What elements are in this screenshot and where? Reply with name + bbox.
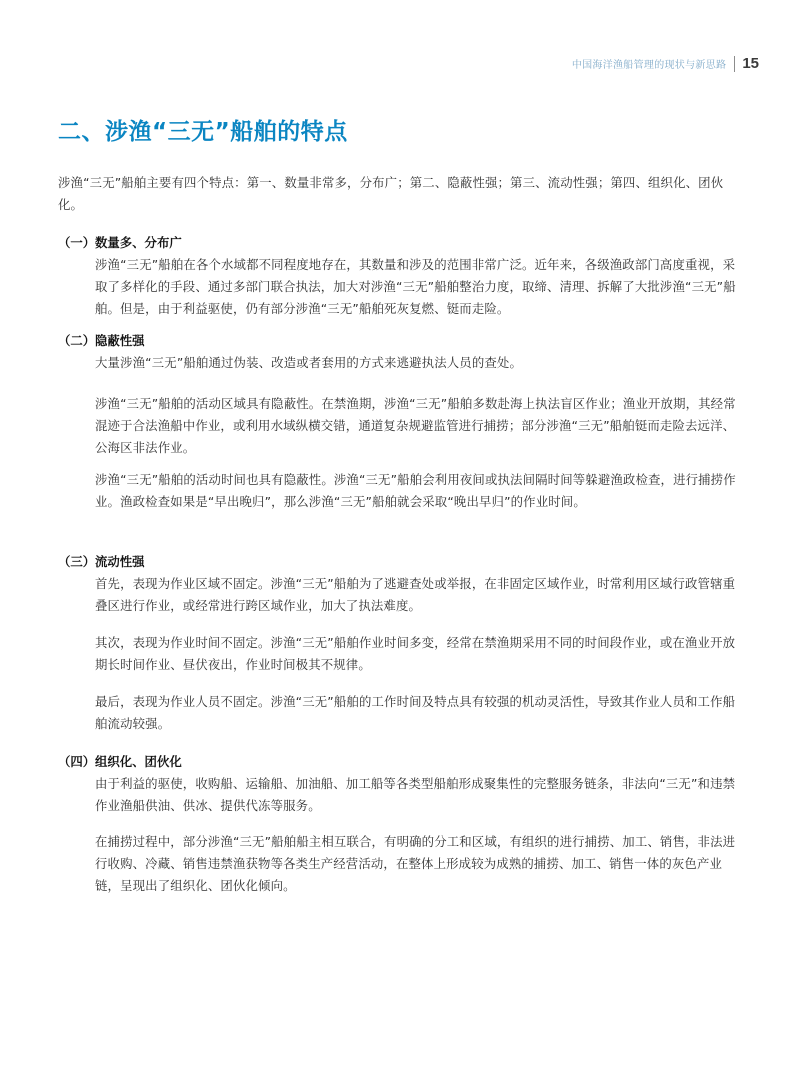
paragraph: 其次，表现为作业时间不固定。涉渔“三无”船舶作业时间多变，经常在禁渔期采用不同的时间段作业，或在渔业开放期长时间作业、昼伏夜出，作业时间极其不规律。 (95, 635, 736, 672)
paragraph: 大量涉渔“三无”船舶通过伪装、改造或者套用的方式来逃避执法人员的查处。 (95, 355, 522, 370)
subsection-number: （三） (58, 554, 96, 569)
subsection-number: （四） (58, 754, 96, 769)
subsection-title: 数量多、分布广 (95, 235, 182, 250)
section-title: 二、涉渔“三无”船舶的特点 (58, 119, 348, 145)
paragraph: 涉渔“三无”船舶在各个水域都不同程度地存在，其数量和涉及的范围非常广泛。近年来，各级渔政部门高度重视，采取了多样化的手段、通过多部门联合执法，加大对涉渔“三无”船舶整治力度，取缔、清理、拆解了大批涉渔“三无”船舶。但是，由于利益驱使，仍有部分涉渔“三无”船舶死灰复燃、铤而走险。 (95, 257, 736, 316)
page-number: 15 (742, 55, 759, 72)
paragraph: 首先，表现为作业区域不固定。涉渔“三无”船舶为了逃避查处或举报，在非固定区域作业，时常利用区域行政管辖重叠区进行作业，或经常进行跨区域作业，加大了执法难度。 (95, 576, 736, 613)
running-header (572, 55, 759, 72)
subsection-heading-4 (58, 751, 182, 773)
subsection-title: 流动性强 (95, 554, 145, 569)
subsection-number: （一） (58, 235, 96, 250)
subsection-title: 组织化、团伙化 (95, 754, 182, 769)
paragraph: 由于利益的驱使，收购船、运输船、加油船、加工船等各类型船舶形成聚集性的完整服务链条，非法向“三无”和违禁作业渔船供油、供冰、提供代冻等服务。 (95, 776, 736, 813)
header-divider (734, 56, 735, 72)
subsection-heading-1 (58, 232, 182, 254)
intro-paragraph: 涉渔“三无”船舶主要有四个特点：第一、数量非常多，分布广；第二、隐蔽性强；第三、流动性强；第四、组织化、团伙化。 (58, 175, 724, 212)
paragraph: 在捕捞过程中，部分涉渔“三无”船舶船主相互联合，有明确的分工和区域，有组织的进行捕捞、加工、销售，非法进行收购、冷藏、销售违禁渔获物等各类生产经营活动，在整体上形成较为成熟的捕捞、加工、销售一体的灰色产业链，呈现出了组织化、团伙化倾向。 (95, 834, 736, 893)
paragraph: 涉渔“三无”船舶的活动区域具有隐蔽性。在禁渔期，涉渔“三无”船舶多数赴海上执法盲区作业；渔业开放期，其经常混迹于合法渔船中作业，或利用水域纵横交错，通道复杂规避监管进行捕捞；部分涉渔“三无”船舶铤而走险去远洋、公海区非法作业。 (95, 396, 736, 455)
subsection-title: 隐蔽性强 (95, 333, 145, 348)
paragraph: 涉渔“三无”船舶的活动时间也具有隐蔽性。涉渔“三无”船舶会利用夜间或执法间隔时间等躲避渔政检查，进行捕捞作业。渔政检查如果是“早出晚归”，那么涉渔“三无”船舶就会采取“晚出早归”的作业时间。 (95, 472, 736, 509)
running-title: 中国海洋渔船管理的现状与新思路 (571, 60, 727, 71)
subsection-heading-3 (58, 551, 145, 573)
subsection-heading-2 (58, 330, 145, 352)
paragraph: 最后，表现为作业人员不固定。涉渔“三无”船舶的工作时间及特点具有较强的机动灵活性，导致其作业人员和工作船舶流动较强。 (95, 694, 736, 731)
subsection-number: （二） (58, 333, 96, 348)
